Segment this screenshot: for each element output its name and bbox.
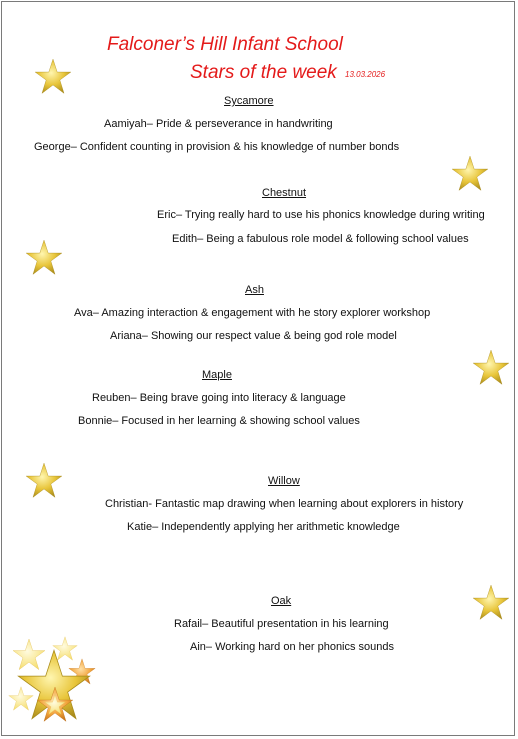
date-label: 13.03.2026: [345, 70, 386, 79]
star-entry: Katie– Independently applying her arithmetic knowledge: [127, 521, 400, 533]
star-cluster-icon: [8, 636, 100, 730]
class-heading-oak: Oak: [271, 595, 292, 607]
class-heading-maple: Maple: [202, 369, 232, 381]
star-entry: Bonnie– Focused in her learning & showing school values: [78, 415, 360, 427]
star-icon: [472, 584, 510, 622]
star-icon: [25, 462, 63, 500]
star-entry: Christian- Fantastic map drawing when learning about explorers in history: [105, 498, 464, 510]
star-entry: George– Confident counting in provision & his knowledge of number bonds: [34, 141, 400, 153]
class-heading-ash: Ash: [245, 284, 264, 296]
star-icon: [472, 349, 510, 387]
star-icon: [25, 239, 63, 277]
star-entry: Aamiyah– Pride & perseverance in handwriting: [104, 118, 333, 130]
class-heading-willow: Willow: [268, 475, 300, 487]
school-name: Falconer’s Hill Infant School: [107, 34, 343, 55]
star-icon: [451, 155, 489, 193]
star-entry: Eric– Trying really hard to use his phonics knowledge during writing: [157, 209, 485, 221]
class-heading-chestnut: Chestnut: [262, 187, 307, 199]
star-entry: Ariana– Showing our respect value & being god role model: [110, 330, 397, 342]
class-heading-sycamore: Sycamore: [224, 95, 274, 107]
page-subtitle: Stars of the week: [190, 62, 337, 83]
star-icon: [34, 58, 72, 96]
star-entry: Rafail– Beautiful presentation in his learning: [174, 618, 389, 630]
star-entry: Edith– Being a fabulous role model & following school values: [172, 233, 469, 245]
star-entry: Ain– Working hard on her phonics sounds: [190, 641, 395, 653]
star-entry: Ava– Amazing interaction & engagement with he story explorer workshop: [74, 307, 431, 319]
star-entry: Reuben– Being brave going into literacy & language: [92, 392, 346, 404]
